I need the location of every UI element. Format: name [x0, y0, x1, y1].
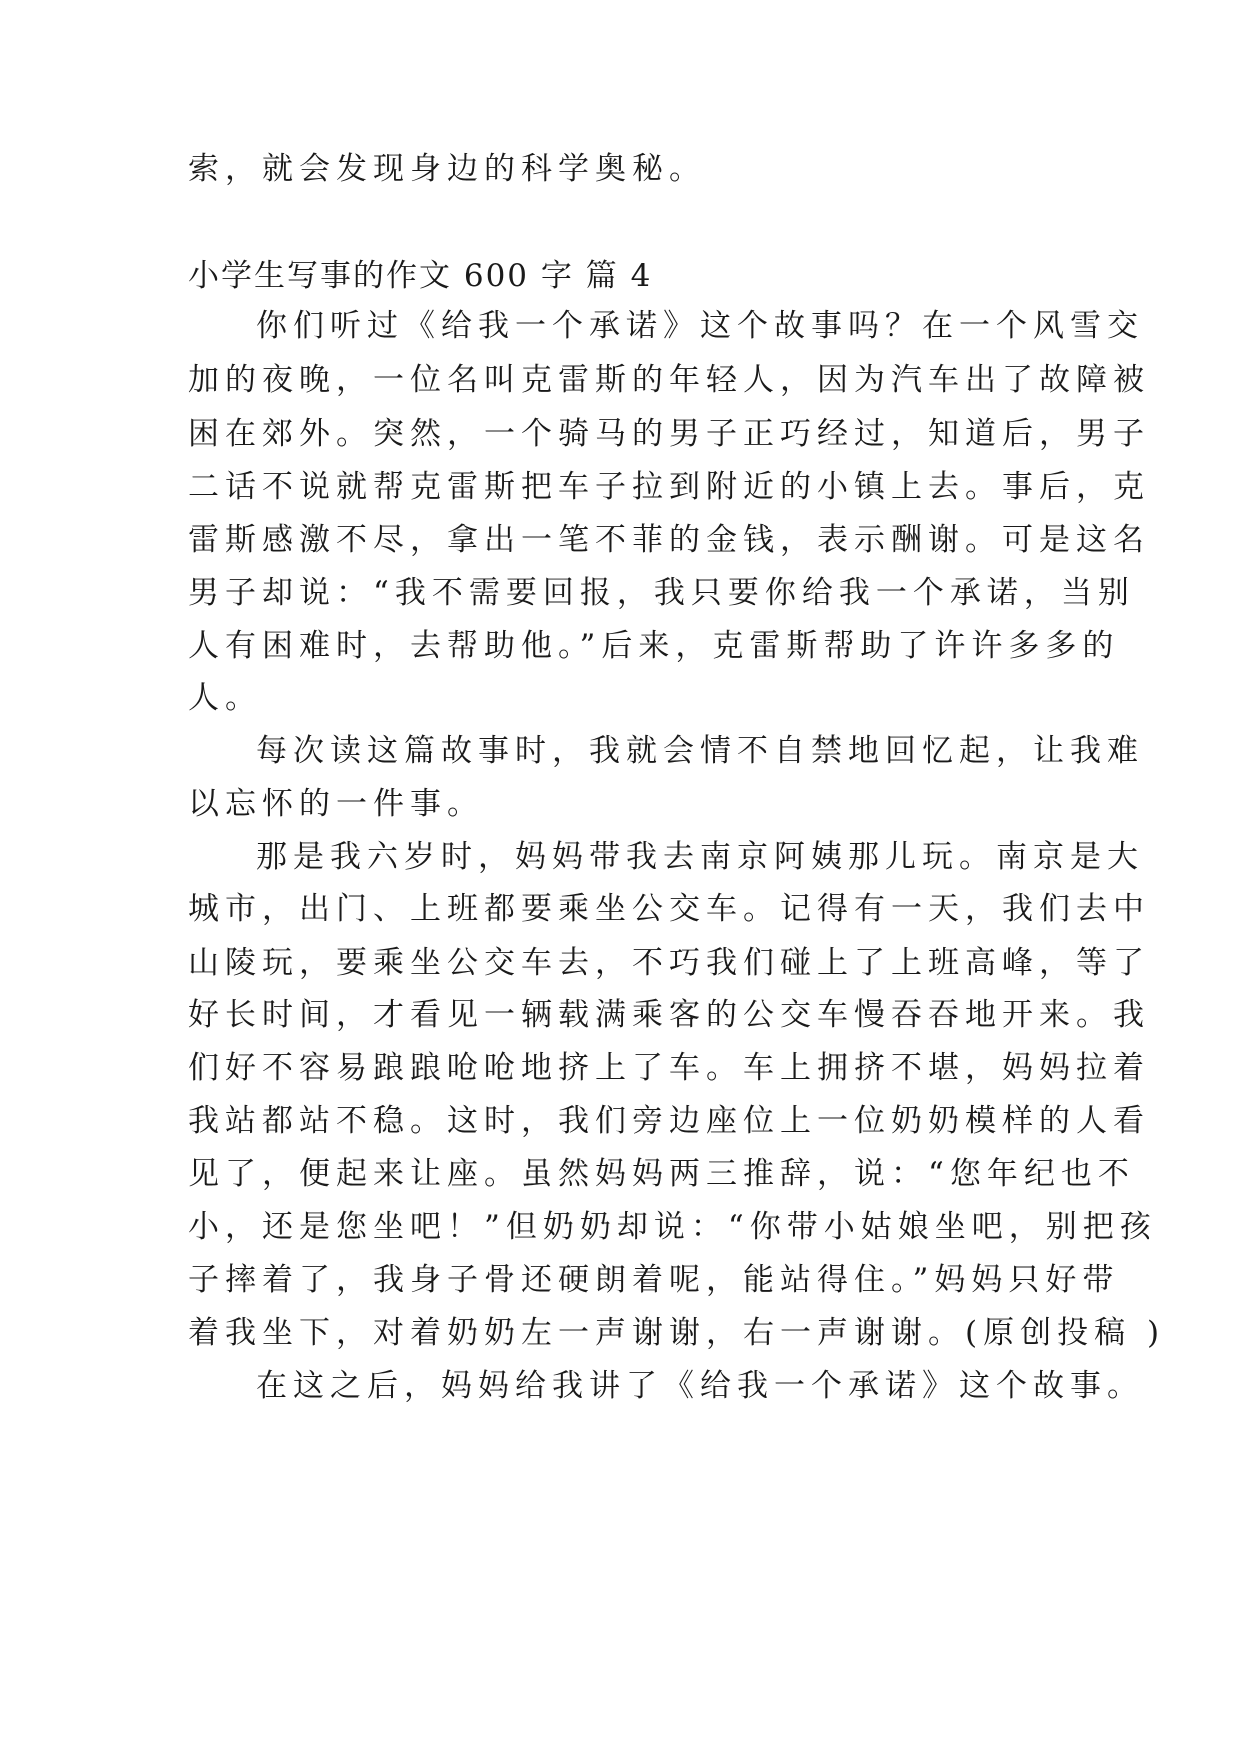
paragraph-line: 山陵玩，要乘坐公交车去，不巧我们碰上了上班高峰，等了 [188, 945, 1150, 981]
paragraph-line: 在这之后，妈妈给我讲了《给我一个承诺》这个故事。 [256, 1368, 1144, 1404]
paragraph-line: 人有困难时，去帮助他。”后来，克雷斯帮助了许许多多的 [188, 628, 1120, 664]
paragraph-line: 城市，出门、上班都要乘坐公交车。记得有一天，我们去中 [188, 891, 1150, 927]
continuation-line: 索，就会发现身边的科学奥秘。 [188, 151, 706, 187]
paragraph-line: 着我坐下，对着奶奶左一声谢谢，右一声谢谢。(原创投稿 ) [188, 1315, 1166, 1351]
paragraph-line: 那是我六岁时，妈妈带我去南京阿姨那儿玩。南京是大 [256, 839, 1144, 875]
paragraph-line: 人。 [188, 680, 262, 716]
paragraph-line: 困在郊外。突然，一个骑马的男子正巧经过，知道后，男子 [188, 416, 1150, 452]
paragraph-line: 见了，便起来让座。虽然妈妈两三推辞，说：“您年纪也不 [188, 1156, 1135, 1192]
paragraph-line: 我站都站不稳。这时，我们旁边座位上一位奶奶模样的人看 [188, 1103, 1150, 1139]
paragraph-line: 子摔着了，我身子骨还硬朗着呢，能站得住。”妈妈只好带 [188, 1262, 1120, 1298]
paragraph-line: 二话不说就帮克雷斯把车子拉到附近的小镇上去。事后，克 [188, 469, 1150, 505]
paragraph-line: 以忘怀的一件事。 [188, 786, 484, 822]
paragraph-line: 们好不容易踉踉呛呛地挤上了车。车上拥挤不堪，妈妈拉着 [188, 1050, 1150, 1086]
paragraph-line: 你们听过《给我一个承诺》这个故事吗？在一个风雪交 [256, 308, 1144, 344]
paragraph-line: 男子却说：“我不需要回报，我只要你给我一个承诺，当别 [188, 575, 1135, 611]
section-title: 小学生写事的作文 600 字 篇 4 [188, 258, 653, 294]
paragraph-line: 每次读这篇故事时，我就会情不自禁地回忆起，让我难 [256, 733, 1144, 769]
paragraph-line: 雷斯感激不尽，拿出一笔不菲的金钱，表示酬谢。可是这名 [188, 522, 1150, 558]
paragraph-line: 小，还是您坐吧！”但奶奶却说：“你带小姑娘坐吧，别把孩 [188, 1209, 1157, 1245]
paragraph-line: 加的夜晚，一位名叫克雷斯的年轻人，因为汽车出了故障被 [188, 362, 1150, 398]
paragraph-line: 好长时间，才看见一辆载满乘客的公交车慢吞吞地开来。我 [188, 997, 1150, 1033]
